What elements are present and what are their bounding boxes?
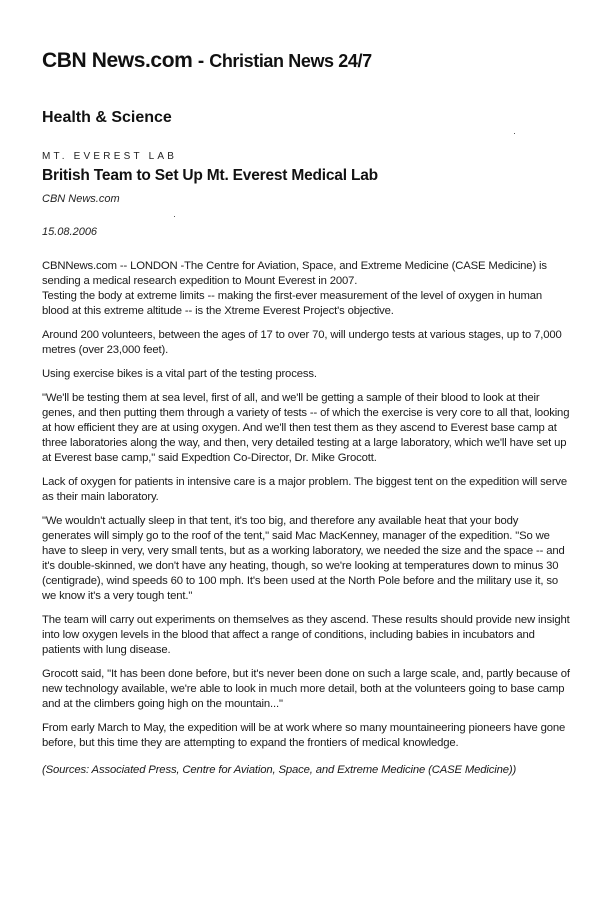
article-paragraph: "We wouldn't actually sleep in that tent, it's too big, and therefore any available heat that your body generates will simply go to the roof of the tent," said Mac MacKenney, manager of the expedition. "So we have to sleep in very, very small tents, but as a working laboratory, we needed the size and the space -- and it's double-skinned, we don't have any heating, though, so we're looking at temperatures down to minus 30 (centigrade), wind speeds 60 to 100 mph. It's been used at the North Pole before and the military use it, so we know it's a very tough tent." — [42, 515, 565, 602]
site-title-separator: - — [197, 51, 204, 72]
article-sources: (Sources: Associated Press, Centre for Aviation, Space, and Extreme Medicine (CASE Medicine)) — [42, 764, 517, 776]
article-paragraph: The team will carry out experiments on themselves as they ascend. These results should provide new insight into low oxygen levels in the blood that affect a range of conditions, including babies in incubators and patients with lung disease. — [42, 614, 570, 656]
article-paragraph: Using exercise bikes is a vital part of the testing process. — [42, 368, 317, 380]
article-paragraph: Lack of oxygen for patients in intensive care is a major problem. The biggest tent on the expedition will serve as their main laboratory. — [42, 476, 568, 503]
article-headline: British Team to Set Up Mt. Everest Medical Lab — [42, 167, 378, 184]
article-paragraph: Grocott said, "It has been done before, but it's never been done on such a large scale, and, partly because of new technology available, we're able to look in much more detail, both at the volunteers going to base camp and at the climbers going high on the mountain..." — [42, 668, 570, 710]
scan-speck — [174, 216, 175, 217]
site-title — [42, 49, 372, 73]
section-heading: Health & Science — [42, 109, 172, 126]
site-tagline: Christian News 24/7 — [209, 51, 372, 71]
article-paragraph: Testing the body at extreme limits -- making the first-ever measurement of the level of oxygen in human blood at this extreme altitude -- is the Xtreme Everest Project's objective. — [42, 290, 543, 317]
article-paragraph: "We'll be testing them at sea level, first of all, and we'll be getting a sample of their blood to look at their genes, and then putting them through a variety of tests -- of which the exercise is very core to all that, looking at how efficient they are at using oxygen. And we'll then test them as they ascend to Everest base camp at three laboratories along the way, and then, very detailed testing at a large laboratory, which we'll have set up at Everest base camp," said Expedtion Co-Director, Dr. Mike Grocott. — [42, 392, 570, 464]
article-paragraph: Around 200 volunteers, between the ages of 17 to over 70, will undergo tests at various stages, up to 7,000 metres (over 23,000 feet). — [42, 329, 562, 356]
article-paragraph: From early March to May, the expedition will be at work where so many mountaineering pioneers have gone before, but this time they are attempting to expand the frontiers of medical knowledge. — [42, 722, 566, 749]
article-paragraph: CBNNews.com -- LONDON -The Centre for Aviation, Space, and Extreme Medicine (CASE Medicine) is sending a medical research expedition to Mount Everest in 2007. — [42, 260, 547, 287]
article-date: 15.08.2006 — [42, 226, 98, 238]
article-byline: CBN News.com — [42, 193, 120, 205]
site-name: CBN News.com — [42, 49, 193, 72]
article-kicker: MT. EVEREST LAB — [42, 151, 178, 162]
article-body — [42, 259, 570, 787]
scan-speck — [514, 133, 515, 134]
